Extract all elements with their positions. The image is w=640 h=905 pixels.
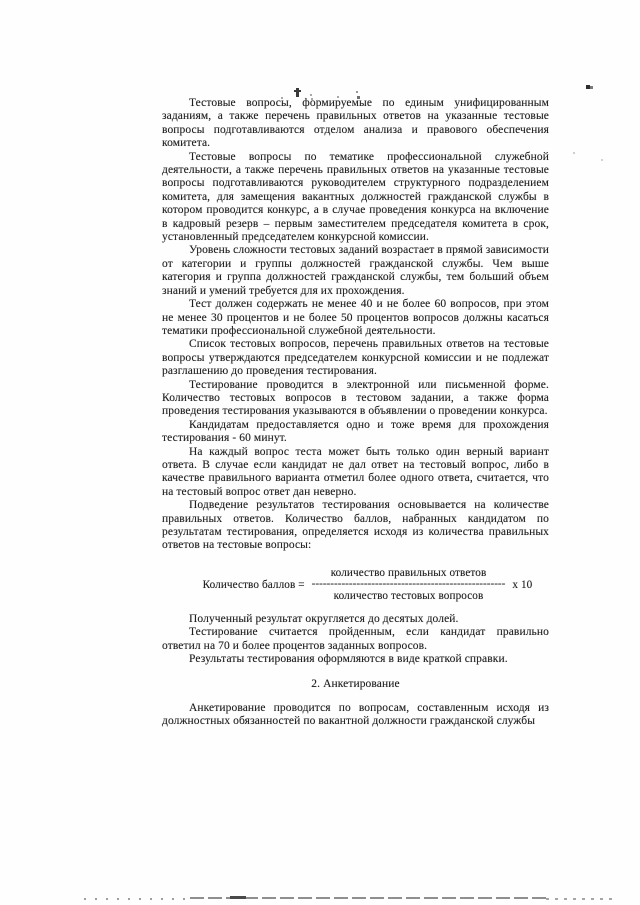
paragraph: Тестовые вопросы, формируемые по единым унифицированным заданиям, а также перечень правильных ответов на указанные тестовые вопросы подготавливаются отделом анализа и правового обеспечения комитета. <box>162 97 549 150</box>
result-paragraphs <box>162 613 549 667</box>
paragraph: Тестирование проводится в электронной или письменной форме. Количество тестовых вопросов в тестовом задании, а также форма проведения тестирования указываются в объявлении о проведении конкурса. <box>162 378 549 418</box>
paragraph: Уровень сложности тестовых заданий возрастает в прямой зависимости от категории и группы должностей гражданской службы. Чем выше категория и группа должностей гражданской службы, тем больший объем знаний и умений требуется для их прохождения. <box>162 244 549 297</box>
section-heading: 2. Анкетирование <box>311 677 400 690</box>
text-block <box>162 97 549 729</box>
paragraph: На каждый вопрос теста может быть только один верный вариант ответа. В случае если кандидат не дал ответ на тестовый вопрос, либо в качестве правильного варианта отметил более одного ответа, считается, что на тестовый вопрос ответ дан неверно. <box>162 445 549 498</box>
paragraph: Полученный результат округляется до десятых долей. <box>189 613 459 625</box>
scan-noise-dot <box>573 152 575 154</box>
scan-noise-dot <box>310 94 312 96</box>
formula-fraction <box>312 567 506 603</box>
scan-blot <box>590 86 593 89</box>
bottom-scan-line <box>546 898 616 900</box>
paragraph: Анкетирование проводится по вопросам, составленным исходя из должностных обязанностей по вакантной должности гражданской службы <box>162 702 549 728</box>
bottom-scan-line <box>84 898 190 900</box>
scan-noise-dot <box>601 159 603 161</box>
paragraph: Тестирование считается пройденным, если кандидат правильно ответил на 70 и более процентов заданных вопросов. <box>162 626 549 652</box>
formula-denominator: количество тестовых вопросов <box>333 590 484 603</box>
paragraph: Подведение результатов тестирования основывается на количестве правильных ответов. Количество баллов, набранных кандидатом по результатам тестирования, определяется исходя из количества правильных ответов на тестовые вопросы: <box>162 499 549 552</box>
paragraph: Тестовые вопросы по тематике профессиональной служебной деятельности, а также перечень правильных ответов на указанные тестовые вопросы подготавливаются руководителем структурного подразделением комитета, для замещения вакантных должностей гражданской службы в котором проводится конкурс, а в случае проведения конкурса на включение в кадровый резерв – первым заместителем председателя комитета в срок, установленный председателем конкурсной комиссии. <box>162 150 549 244</box>
paragraph: Кандидатам предоставляется одно и тоже время для прохождения тестирования - 60 минут. <box>162 418 549 445</box>
formula-lhs: Количество баллов = <box>202 578 305 591</box>
formula-multiplier: х 10 <box>512 578 533 591</box>
paragraph: Список тестовых вопросов, перечень правильных ответов на тестовые вопросы утверждаются председателем конкурсной комиссии и не подлежат разглашению до проведения тестирования. <box>162 338 549 378</box>
formula-numerator: количество правильных ответов <box>330 566 487 579</box>
formula-divider: ---------------------------------------------------- <box>311 578 506 591</box>
scan-noise-dot <box>356 91 358 93</box>
closing-paragraphs <box>162 702 549 729</box>
scan-noise-mark <box>294 90 301 92</box>
body-paragraphs <box>162 97 549 553</box>
bottom-scan-blob <box>230 896 246 899</box>
paragraph: Тест должен содержать не менее 40 и не более 60 вопросов, при этом не менее 30 процентов и не более 50 процентов вопросов должны касаться тематики профессиональной служебной деятельности. <box>162 298 549 337</box>
score-formula <box>162 567 549 603</box>
paragraph: Результаты тестирования оформляются в виде краткой справки. <box>189 653 508 666</box>
